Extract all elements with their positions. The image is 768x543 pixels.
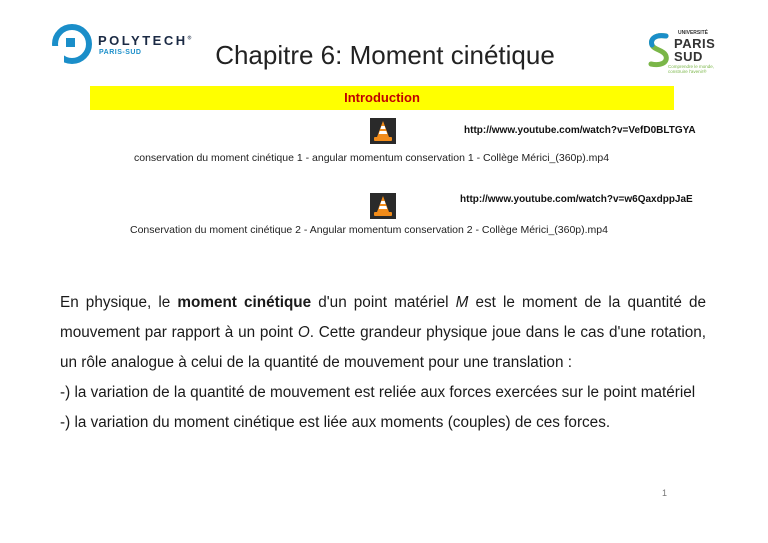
polytech-name: POLYTECH® <box>98 33 192 48</box>
university-logo <box>648 28 728 76</box>
page-number: 1 <box>662 488 668 498</box>
list-item: -) la variation de la quantité de mouvement est reliée aux forces exercées sur le point matériel <box>60 384 696 401</box>
university-paris: PARIS <box>674 36 716 51</box>
polytech-logo-icon <box>52 24 92 64</box>
point-M: M <box>455 294 469 311</box>
body-text <box>60 288 706 438</box>
list-item: -) la variation du moment cinétique est liée aux moments (couples) de ces forces. <box>60 414 611 431</box>
intro-heading: Introduction <box>344 90 420 105</box>
vlc-icon[interactable] <box>370 193 396 219</box>
video-2-file[interactable]: Conservation du moment cinétique 2 - Angular momentum conservation 2 - Collège Mérici_(360p).mp4 <box>130 224 608 236</box>
university-sud: SUD <box>674 49 703 64</box>
university-tagline: Comprendre le monde, construire l'avenir® <box>668 64 715 74</box>
term-moment-cinetique: moment cinétique <box>177 294 312 311</box>
page-title: Chapitre 6: Moment cinétique <box>215 40 555 70</box>
video-1-file[interactable]: conservation du moment cinétique 1 - angular momentum conservation 1 - Collège Mérici_(360p).mp4 <box>134 152 610 164</box>
university-s-icon <box>648 32 670 68</box>
video-2-url[interactable]: http://www.youtube.com/watch?v=w6QaxdppJaE <box>460 194 693 205</box>
video-1-url[interactable]: http://www.youtube.com/watch?v=VefD0BLTGYA <box>464 125 696 136</box>
definition-paragraph: En physique, le moment cinétique d'un point matériel M est le moment de la quantité de mouvement par rapport à un point O. Cette grandeur physique joue dans le cas d'une rotation, un rôle analogue à celui de la quantité de mouvement pour une translation : <box>60 294 706 371</box>
vlc-icon[interactable] <box>370 118 396 144</box>
university-label: UNIVERSITÉ <box>678 30 709 36</box>
polytech-subtitle: PARIS-SUD <box>99 49 142 56</box>
point-O: O <box>297 324 310 341</box>
